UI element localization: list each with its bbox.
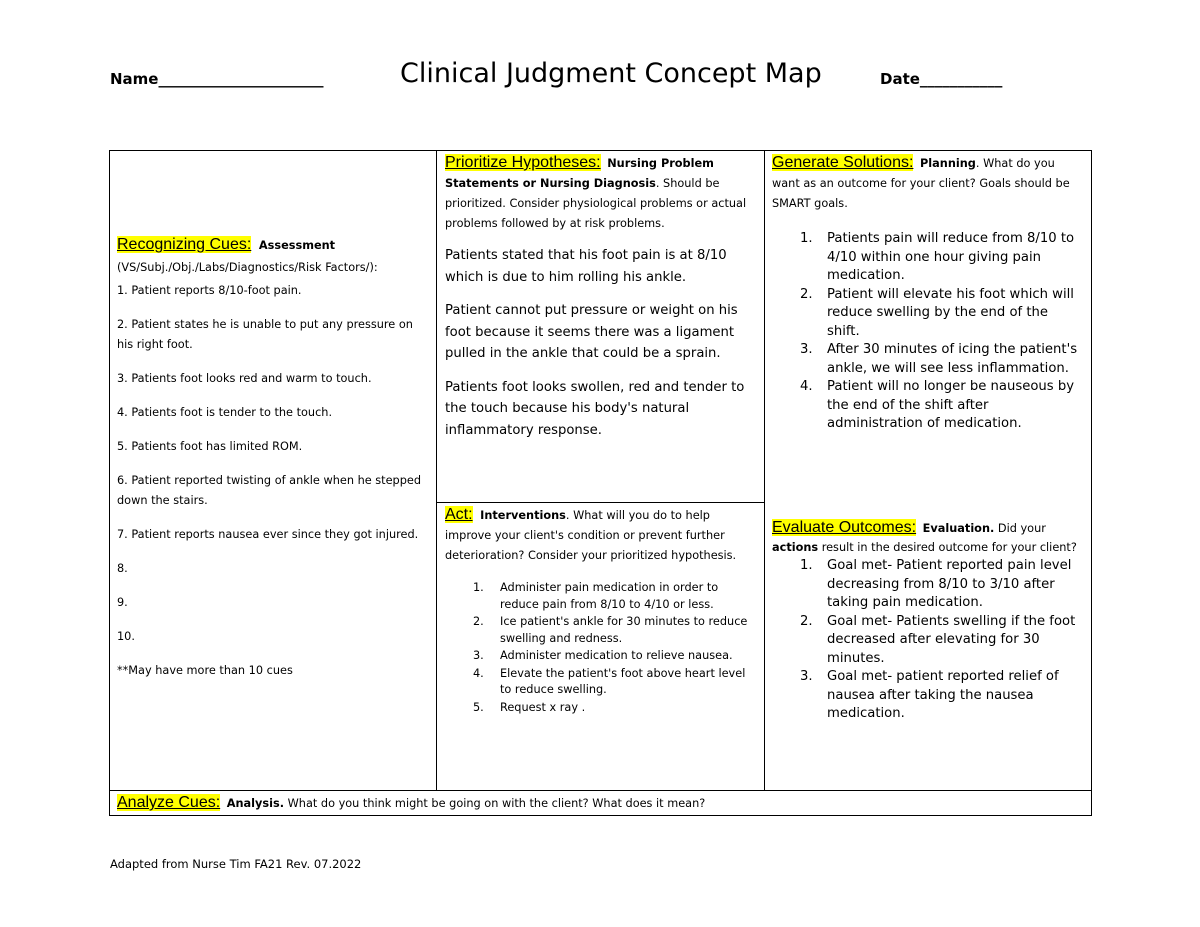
cue-note: **May have more than 10 cues: [117, 664, 293, 677]
evaluate-outcomes-heading: Evaluate Outcomes:: [772, 519, 917, 536]
cue-item: 9.: [117, 596, 128, 609]
analysis-label: Analysis.: [226, 797, 285, 810]
nursing-diagnosis-label: Nursing Problem Statements or Nursing Diagnosis: [445, 157, 714, 190]
act-instructions: . What will you do to help improve your client's condition or prevent further deterioration? Consider your prioritized hypothesis.: [445, 509, 737, 562]
prioritize-hypotheses-section: [445, 153, 757, 441]
generate-solutions-heading: Generate Solutions:: [772, 154, 914, 171]
act-section: [445, 505, 757, 716]
cue-item: 10.: [117, 630, 135, 643]
analyze-cues-section: [117, 793, 1087, 814]
cue-item: 3. Patients foot looks red and warm to touch.: [117, 372, 372, 385]
outcome-item: 3. Goal met- patient reported relief of nausea after taking the nausea medication.: [800, 669, 1059, 721]
analyze-cues-heading: Analyze Cues:: [117, 794, 221, 811]
recognizing-cues-section: [117, 235, 429, 681]
analyze-instructions: What do you think might be going on with the client? What does it mean?: [284, 797, 706, 810]
goal-item: 3. After 30 minutes of icing the patient's ankle, we will see less inflammation.: [800, 342, 1078, 376]
intervention-item: 3. Administer medication to relieve nausea.: [473, 649, 733, 662]
interventions-label: Interventions: [480, 509, 566, 522]
evaluate-instructions-a: Did your: [994, 522, 1046, 535]
planning-label: Planning: [920, 157, 976, 170]
cue-item: 4. Patients foot is tender to the touch.: [117, 406, 333, 419]
assessment-label: Assessment: [258, 239, 336, 252]
cue-item: 7. Patient reports nausea ever since they got injured.: [117, 528, 419, 541]
generate-solutions-section: [772, 153, 1084, 434]
hypothesis-paragraph: Patients foot looks swollen, red and tender to the touch because his body's natural inflammatory response.: [445, 379, 745, 438]
footer-attribution: Adapted from Nurse Tim FA21 Rev. 07.2022: [110, 857, 362, 871]
name-field-label: Name______________________: [110, 70, 324, 88]
cue-item: 2. Patient states he is unable to put any pressure on his right foot.: [117, 318, 413, 351]
intervention-item: 4. Elevate the patient's foot above heart level to reduce swelling.: [473, 666, 746, 696]
evaluation-label: Evaluation.: [922, 522, 995, 535]
cue-item: 6. Patient reported twisting of ankle when he stepped down the stairs.: [117, 474, 422, 507]
cue-item: 1. Patient reports 8/10-foot pain.: [117, 284, 302, 297]
intervention-item: 1. Administer pain medication in order to reduce pain from 8/10 to 4/10 or less.: [473, 581, 719, 611]
cue-item: 5. Patients foot has limited ROM.: [117, 440, 303, 453]
outcome-item: 1. Goal met- Patient reported pain level decreasing from 8/10 to 3/10 after taking pain medication.: [800, 558, 1072, 610]
cue-item: 8.: [117, 562, 128, 575]
prioritize-instructions: . Should be prioritized. Consider physiological problems or actual problems followed by at risk problems.: [445, 177, 747, 230]
recognizing-cues-heading: Recognizing Cues:: [117, 236, 252, 253]
goal-item: 1. Patients pain will reduce from 8/10 to 4/10 within one hour giving pain medication.: [800, 231, 1075, 283]
evaluate-outcomes-section: [772, 518, 1084, 724]
prioritize-hypotheses-heading: Prioritize Hypotheses:: [445, 154, 601, 171]
hypothesis-paragraph: Patient cannot put pressure or weight on his foot because it seems there was a ligament pulled in the ankle that could be a sprain.: [445, 303, 738, 361]
evaluate-instructions-b: result in the desired outcome for your client?: [818, 541, 1077, 554]
date-field-label: Date___________: [880, 70, 1003, 88]
intervention-item: 5. Request x ray .: [473, 700, 586, 714]
assessment-instructions: (VS/Subj./Obj./Labs/Diagnostics/Risk Factors/):: [117, 261, 378, 274]
generate-instructions: . What do you want as an outcome for your client? Goals should be SMART goals.: [772, 157, 1070, 210]
actions-label: actions: [772, 541, 819, 554]
hypothesis-paragraph: Patients stated that his foot pain is at 8/10 which is due to him rolling his ankle.: [445, 248, 727, 285]
goal-item: 4. Patient will no longer be nauseous by the end of the shift after administration of medication.: [800, 379, 1075, 431]
act-heading: Act:: [445, 506, 473, 523]
outcome-item: 2. Goal met- Patients swelling if the foot decreased after elevating for 30 minutes.: [800, 613, 1076, 666]
goal-item: 2. Patient will elevate his foot which will reduce swelling by the end of the shift.: [800, 286, 1074, 339]
page-title: Clinical Judgment Concept Map: [400, 58, 822, 89]
intervention-item: 2. Ice patient's ankle for 30 minutes to reduce swelling and redness.: [473, 615, 748, 645]
